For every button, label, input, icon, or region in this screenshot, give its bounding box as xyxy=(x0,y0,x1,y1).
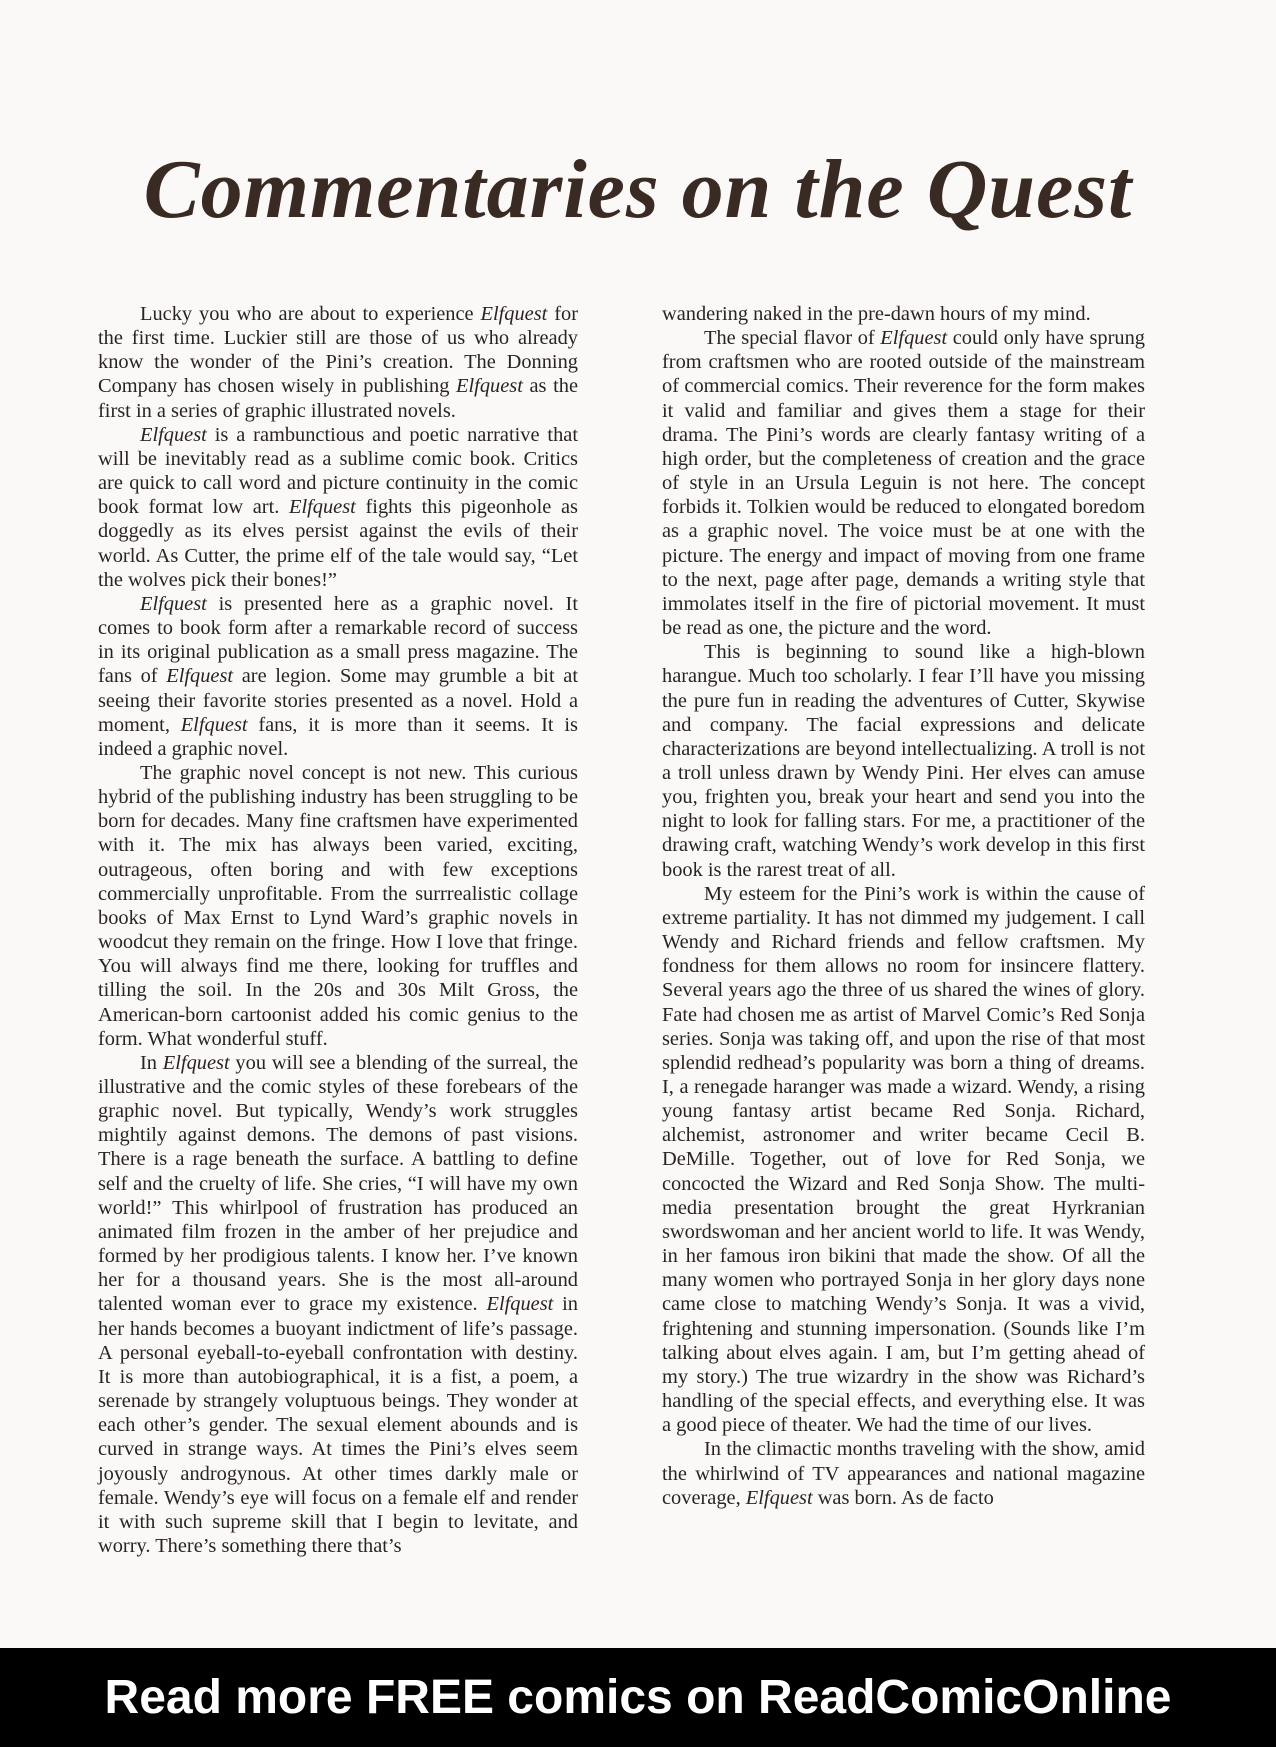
italic-title: Elfquest xyxy=(456,375,523,398)
paragraph-text: The graphic novel concept is not new. This curious hybrid of the publishing industry has been struggling to be born for decades. Many fine craftsmen have experimented with it. The mix has always been varied, exciting, outrageous, often boring and with few exceptions commercially unprofitable. From the surrrealistic collage books of Max Ernst to Lynd Ward’s graphic novels in woodcut they remain on the fringe. How I love that fringe. You will always find me there, looking for truffles and tilling the soil. In the 20s and 30s Milt Gross, the American-born cartoonist added his comic genius to the form. What wonderful stuff. xyxy=(98,761,578,1050)
article-paragraph xyxy=(98,761,578,1051)
right-column xyxy=(662,302,1145,1510)
paragraph-text: In the climactic months traveling with the show, amid the whirlwind of TV appearances and national magazine coverage, xyxy=(662,1438,1145,1509)
italic-title: Elfquest xyxy=(880,327,948,350)
article-paragraph xyxy=(98,1051,578,1558)
article-paragraph xyxy=(662,640,1145,882)
paragraph-text: are legion. Some may grumble a bit at seeing their favorite stories presented as a novel. Hold a moment, xyxy=(98,665,578,736)
paragraph-text: for the first time. Luckier still are those of us who already know the wonder of the Pini’s creation. The Donning Company has chosen wisely in publishing xyxy=(98,303,578,398)
paragraph-text: you will see a blending of the surreal, the illustrative and the comic styles of these forebears of the graphic novel. But typically, Wendy’s work struggles mightily against demons. The demons of past visions. There is a rage beneath the surface. A battling to define self and the cruelty of life. She cries, “I will have my own world!” This whirlpool of frustration has produced an animated film frozen in the amber of her prejudice and formed by her prodigious talents. I know her. I’ve known her for a thousand years. She is the most all-around talented woman ever to grace my existence. xyxy=(98,1051,578,1316)
italic-title: Elfquest xyxy=(180,713,248,736)
italic-title: Elfquest xyxy=(289,496,356,519)
italic-title: Elfquest xyxy=(486,1293,554,1316)
article-paragraph xyxy=(98,592,578,761)
paragraph-text: in her hands becomes a buoyant indictment of life’s passage. A personal eyeball-to-eyeball confrontation with destiny. It is more than autobiographical, it is a fist, a poem, a serenade by strangely voluptuous beings. They wonder at each other’s gender. The sexual element abounds and is curved in strange ways. At times the Pini’s elves seem joyously androgynous. At other times darkly male or female. Wendy’s eye will focus on a female elf and render it with such supreme skill that I begin to levitate, and worry. There’s something there that’s xyxy=(98,1293,579,1557)
promo-banner-text[interactable]: Read more FREE comics on ReadComicOnline xyxy=(104,1671,1172,1724)
paragraph-text: fights this pigeonhole as doggedly as its elves persist against the evils of their world. As Cutter, the prime elf of the tale would say, “Let the wolves pick their bones!” xyxy=(98,496,578,591)
paragraph-text: fans, it is more than it seems. It is indeed a graphic novel. xyxy=(98,713,578,760)
article-paragraph xyxy=(662,882,1145,1438)
italic-title: Elfquest xyxy=(480,303,548,325)
italic-title: Elfquest xyxy=(140,423,207,446)
paragraph-text: The special flavor of xyxy=(704,327,881,350)
italic-title: Elfquest xyxy=(162,1051,230,1074)
promo-banner[interactable] xyxy=(0,1648,1276,1747)
page-title: Commentaries on the Quest xyxy=(143,143,1133,236)
paragraph-text: In xyxy=(140,1051,163,1074)
article-paragraph xyxy=(662,326,1145,640)
article-paragraph xyxy=(662,302,1145,326)
paragraph-text: as the first in a series of graphic illustrated novels. xyxy=(98,375,578,422)
article-paragraph xyxy=(98,302,578,423)
italic-title: Elfquest xyxy=(140,592,207,615)
paragraph-text: is presented here as a graphic novel. It comes to book form after a remarkable record of success in its original publication as a small press magazine. The fans of xyxy=(98,592,578,688)
article-paragraph xyxy=(662,1437,1145,1509)
left-column xyxy=(98,302,578,1558)
paragraph-text: Lucky you who are about to experience xyxy=(140,303,481,325)
paragraph-text: could only have sprung from craftsmen who are rooted outside of the mainstream of commercial comics. Their reverence for the form makes it valid and familiar and gives them a stage for their drama. The Pini’s words are clearly fantasy writing of a high order, but the completeness of creation and the grace of style in an Ursula Leguin is not here. The concept forbids it. Tolkien would be reduced to elongated boredom as a graphic novel. The voice must be at one with the picture. The energy and impact of moving from one frame to the next, page after page, demands a writing style that immolates itself in the fire of pictorial movement. It must be read as one, the picture and the word. xyxy=(662,327,1145,640)
article-paragraph xyxy=(98,423,578,592)
paragraph-text: wandering naked in the pre-dawn hours of my mind. xyxy=(662,303,1091,325)
paragraph-text: was born. As de facto xyxy=(812,1486,994,1509)
paragraph-text: My esteem for the Pini’s work is within the cause of extreme partiality. It has not dimmed my judgement. I call Wendy and Richard friends and fellow craftsmen. My fondness for them allows no room for insincere flattery. Several years ago the three of us shared the wines of glory. Fate had chosen me as artist of Marvel Comic’s Red Sonja series. Sonja was taking off, and upon the rise of that most splendid redhead’s popularity was born a thing of dreams. I, a renegade haranger was made a wizard. Wendy, a rising young fantasy artist became Red Sonja. Richard, alchemist, astronomer and writer became Cecil B. DeMille. Together, out of love for Red Sonja, we concocted the Wizard and Red Sonja Show. The multi-media presentation brought the great Hyrkranian swordswoman and her ancient world to life. It was Wendy, in her famous iron bikini that made the show. Of all the many women who portrayed Sonja in her glory days none came close to matching Wendy’s Sonja. It was a vivid, frightening and stunning impersonation. (Sounds like I’m talking about elves again. I am, but I’m getting ahead of my story.) The true wizardry in the show was Richard’s handling of the special effects, and everything else. It was a good piece of theater. We had the time of our lives. xyxy=(662,882,1145,1437)
paragraph-text: is a rambunctious and poetic narrative that will be inevitably read as a sublime comic book. Critics are quick to call word and picture continuity in the comic book format low art. xyxy=(98,423,578,519)
italic-title: Elfquest xyxy=(166,665,234,688)
italic-title: Elfquest xyxy=(745,1486,813,1509)
paragraph-text: This is beginning to sound like a high-blown harangue. Much too scholarly. I fear I’ll have you missing the pure fun in reading the adventures of Cutter, Skywise and company. The facial expressions and delicate characterizations are beyond intellectualizing. A troll is not a troll unless drawn by Wendy Pini. Her elves can amuse you, frighten you, break your heart and send you into the night to look for falling stars. For me, a practitioner of the drawing craft, watching Wendy’s work develop in this first book is the rarest treat of all. xyxy=(662,641,1145,881)
